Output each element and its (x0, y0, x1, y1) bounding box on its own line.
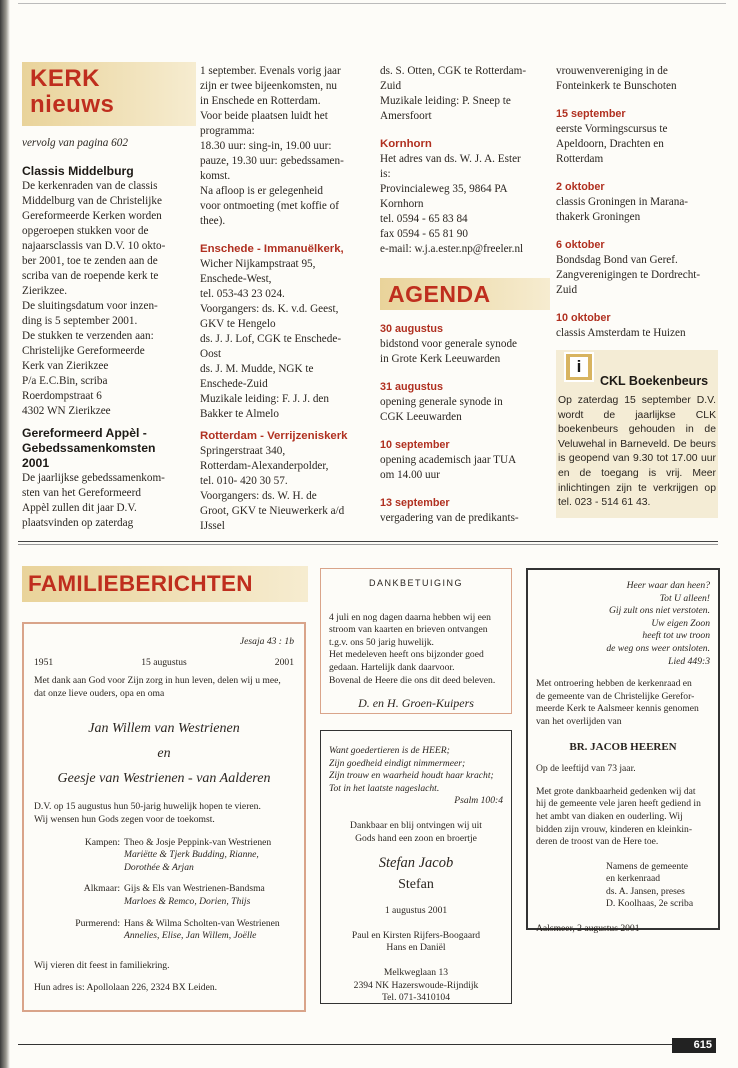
text-line: Wicher Nijkampstraat 95, (200, 258, 316, 270)
text-line: Groot, GKV te Nieuwerkerk a/d (200, 505, 345, 517)
agenda-text: Apeldoorn, Drachten en (556, 138, 664, 150)
agenda-list (380, 322, 552, 526)
agenda-text: in Grote Kerk Leeuwarden (380, 353, 501, 365)
agenda-date: 31 augustus (380, 381, 443, 393)
text-line: de gemeente van de Christelijke Gerefor- (536, 690, 695, 702)
hymn-ref: Lied 449:3 (668, 655, 710, 667)
anniversary-dates (34, 657, 294, 670)
deceased-age: Op de leeftijd van 73 jaar. (536, 763, 636, 775)
text-line: ds. J. J. Lof, CGK te Enschede- (200, 333, 342, 345)
classis-heading: Classis Middelburg (22, 164, 134, 178)
bible-ref: Jesaja 43 : 1b (239, 636, 294, 647)
family-entry (34, 883, 294, 908)
name-en: en (157, 746, 171, 762)
anniversary-date: 15 augustus (141, 656, 187, 668)
text-line: 2394 NK Hazerswoude-Rijndijk (353, 979, 479, 991)
column-4 (556, 64, 722, 341)
year-to: 2001 (274, 656, 294, 668)
name-husband: Jan Willem van Westrienen (88, 721, 240, 737)
feest-line: Wij vieren dit feest in familiekring. (34, 959, 170, 971)
text-line: 1 september. Evenals vorig jaar (200, 65, 341, 77)
text-line: programma: (200, 125, 255, 137)
text-line: Dankbaar en blij ontvingen wij uit (350, 819, 482, 831)
family-names: Theo & Josje Peppink-van Westrienen (124, 836, 272, 848)
text-line: Middelburg van de Christelijke (22, 195, 162, 207)
text-line: Muzikale leiding: P. Sneep te (380, 95, 511, 107)
rotterdam-body (200, 444, 372, 534)
text-line: D.V. op 15 augustus hun 50-jarig huwelijk hopen te vieren. (34, 801, 261, 813)
baby-name: Stefan (398, 877, 434, 893)
text-line: Want goedertieren is de HEER; (329, 745, 450, 756)
agenda-date: 10 september (380, 439, 450, 451)
text-line: scriba van de roepende kerk te (22, 270, 159, 282)
section-divider (18, 541, 718, 542)
text-line: fax 0594 - 65 81 90 (380, 228, 468, 240)
enschede-body (200, 257, 372, 422)
info-icon: i (564, 352, 594, 382)
text-line: Tot U alleen! (659, 592, 710, 604)
text-line: Melkweglaan 13 (383, 966, 449, 978)
agenda-text: Rotterdam (556, 153, 604, 165)
agenda-text: Zangverenigingen te Dordrecht- (556, 269, 701, 281)
text-line: De stukken te verzenden aan: (22, 330, 154, 342)
family-names: Gijs & Els van Westrienen-Bandsma (124, 883, 265, 895)
text-line: Voorgangers: ds. W. H. de (200, 490, 317, 502)
text-line: heeft tot uw troon (642, 630, 710, 642)
agenda-date: 15 september (556, 108, 626, 120)
family-entry (34, 918, 294, 943)
section-divider-thin (18, 544, 718, 545)
text-line: opgeroepen stukken voor de (22, 225, 149, 237)
text-line: De kerkenraden van de classis (22, 180, 158, 192)
kerk-nieuws-title (22, 62, 196, 126)
agenda-text: CGK Leeuwarden (380, 411, 462, 423)
text-line: Enschede-West, (200, 273, 272, 285)
text-line: 4 juli en nog dagen daarna hebben wij een (329, 611, 491, 623)
birth-date: 1 augustus 2001 (384, 905, 448, 917)
column-3 (380, 64, 552, 257)
family-kids: Marloes & Remco, Dorien, Thijs (124, 895, 251, 907)
memoriam-body (536, 786, 710, 849)
page-binding-edge (0, 0, 10, 1068)
text-line: De jaarlijkse gebedssamenkom- (22, 472, 165, 484)
text-line: meerde Kerk te Aalsmeer kennis genomen (536, 703, 699, 715)
text-line: thee). (200, 215, 226, 227)
text-line: Zijn goedheid eindigt nimmermeer; (329, 757, 466, 769)
text-line: Springerstraat 340, (200, 445, 286, 457)
text-line: in Enschede en Rotterdam. (200, 95, 321, 107)
text-line: Tel. 071-3410104 (381, 992, 451, 1004)
family-entry (34, 837, 294, 875)
birth-intro (329, 820, 503, 845)
text-line: voor ontmoeting (met koffie of (200, 200, 339, 212)
ckl-title: CKL Boekenbeurs (600, 374, 709, 388)
agenda-text: classis Amsterdam te Huizen (556, 327, 686, 339)
text-line: Gij zult ons niet verstoten. (609, 605, 710, 617)
agenda-text: classis Groningen in Marana- (556, 196, 689, 208)
classis-body (22, 179, 194, 419)
kerk-title-line2: nieuws (30, 91, 115, 118)
text-line: tel. 053-43 23 024. (200, 288, 285, 300)
text-line: Zuid (380, 80, 402, 92)
text-line: e-mail: w.j.a.ester.np@freeler.nl (380, 243, 524, 255)
text-line: zijn er twee bijeenkomsten, nu (200, 80, 338, 92)
text-line: tel. 0594 - 65 83 84 (380, 213, 468, 225)
text-line: Gereformeerde Kerken worden (22, 210, 162, 222)
column-1 (22, 136, 194, 531)
footer-rule (18, 1044, 672, 1045)
text-line: 4302 WN Zierikzee (22, 405, 111, 417)
text-line: Christelijke Gereformeerde (22, 345, 145, 357)
vervolg-note: vervolg van pagina 602 (22, 137, 128, 149)
rotterdam-continued (380, 64, 552, 124)
text-line: Na afloop is er gelegenheid (200, 185, 324, 197)
family-kids: Dorothée & Arjan (124, 861, 194, 873)
anniversary-intro (34, 675, 294, 700)
hymn-verse (536, 580, 710, 656)
text-line: D. Koolhaas, 2e scriba (606, 898, 694, 910)
birth-address (329, 967, 503, 1005)
address-line: Hun adres is: Apollolaan 226, 2324 BX Leiden. (34, 982, 218, 994)
text-line: bidden zijn vrouw, kinderen en kleinkin- (536, 823, 693, 835)
text-line: Muzikale leiding: F. J. J. den (200, 393, 329, 405)
text-line: Uw eigen Zoon (651, 617, 710, 629)
text-line: ding is 5 september 2001. (22, 315, 138, 327)
anniversary-body (34, 801, 294, 826)
text-line: de weg ons weer ontsloten. (606, 642, 710, 654)
text-line: komst. (200, 170, 231, 182)
text-line: Rotterdam-Alexanderpolder, (200, 460, 329, 472)
family-place: Purmerend: (75, 917, 120, 929)
kerk-title-line1: KERK (30, 65, 101, 92)
appel-body (22, 471, 194, 531)
text-line: Kerk van Zierikzee (22, 360, 109, 372)
text-line: Kornhorn (380, 198, 424, 210)
agenda-text: om 14.00 uur (380, 469, 440, 481)
agenda-text: vergadering van de predikants- (380, 512, 519, 524)
parents (329, 930, 503, 955)
appel-heading-1: Gereformeerd Appèl - (22, 426, 147, 440)
anniversary-card (22, 622, 306, 1012)
column-2 (200, 64, 372, 534)
text-line: ds. A. Jansen, preses (606, 885, 685, 897)
text-line: Fonteinkerk te Bunschoten (556, 80, 677, 92)
kornhorn-heading: Kornhorn (380, 138, 432, 150)
family-names: Hans & Wilma Scholten-van Westrienen (124, 917, 280, 929)
text-line: plaatsvinden op zaterdag (22, 517, 134, 529)
enschede-heading: Enschede - Immanuëlkerk, (200, 243, 344, 255)
agenda-date: 30 augustus (380, 323, 443, 335)
text-line: ber 2001, toe te zenden aan de (22, 255, 158, 267)
text-line: van het overlijden van (536, 715, 622, 727)
family-place: Kampen: (84, 836, 120, 848)
text-line: dat onze lieve ouders, opa en oma (34, 687, 165, 699)
memoriam-card (526, 568, 720, 935)
text-line: Voor beide plaatsen luidt het (200, 110, 328, 122)
text-line: Namens de gemeente (606, 860, 689, 872)
agenda-date: 13 september (380, 497, 450, 509)
agenda-text: Zuid (556, 284, 578, 296)
agenda-text: opening academisch jaar TUA (380, 454, 517, 466)
birth-card (320, 730, 512, 1004)
dankbetuiging-card (320, 568, 512, 714)
agenda-text: eerste Vormingscursus te (556, 123, 668, 135)
text-line: sten van het Gereformeerd (22, 487, 141, 499)
text-line: deren de troost van de Here toe. (536, 836, 659, 848)
agenda-date: 2 oktober (556, 181, 605, 193)
text-line: Heer waar dan heen? (626, 580, 710, 591)
dankbetuiging-sign: D. en H. Groen-Kuipers (358, 696, 474, 711)
family-place: Alkmaar: (83, 883, 120, 895)
family-kids: Annelies, Elise, Jan Willem, Joëlle (124, 930, 257, 942)
text-line: pauze, 19.30 uur: gebedssamen- (200, 155, 344, 167)
text-line: Enschede-Zuid (200, 378, 268, 390)
page-number: 615 (672, 1038, 716, 1053)
text-line: Provincialeweg 35, 9864 PA (380, 183, 508, 195)
text-line: IJssel (200, 520, 225, 532)
text-line: Het medeleven heeft ons bijzonder goed (329, 649, 484, 661)
text-line: GKV te Hengelo (200, 318, 276, 330)
text-line: Met dank aan God voor Zijn zorg in hun leven, delen wij u mee, (34, 675, 281, 687)
agenda-title: AGENDA (380, 278, 550, 310)
text-line: Roerdompstraat 6 (22, 390, 102, 402)
text-line: Wij wensen hun Gods zegen voor de toekomst. (34, 813, 215, 825)
text-line: Hans en Daniël (386, 942, 446, 954)
agenda-text: thakerk Groningen (556, 211, 641, 223)
text-line: gedaan. Hartelijk dank daarvoor. (329, 661, 455, 673)
text-line: is: (380, 168, 391, 180)
memoriam-footer: Aalsmeer, 2 augustus 2001 (536, 923, 640, 935)
text-line: Zierikzee. (22, 285, 68, 297)
text-line: Appèl zullen dit jaar D.V. (22, 502, 137, 514)
dankbetuiging-text (329, 612, 503, 688)
text-line: Bovenal de Heere die ons dit deed beleven. (329, 674, 496, 686)
text-line: Het adres van ds. W. J. A. Ester (380, 153, 521, 165)
family-kids: Mariëtte & Tjerk Budding, Rianne, (124, 849, 259, 861)
psalm-ref: Psalm 100:4 (454, 795, 503, 807)
text-line: t.g.v. ons 50 jarig huwelijk. (329, 636, 434, 648)
text-line: Met grote dankbaarheid gedenken wij dat (536, 785, 696, 797)
text-line: Bakker te Almelo (200, 408, 279, 420)
text-line: ds. S. Otten, CGK te Rotterdam- (380, 65, 527, 77)
dankbetuiging-title: DANKBETUIGING (368, 578, 463, 588)
familieberichten-title: FAMILIEBERICHTEN (22, 566, 308, 602)
top-rule (18, 3, 726, 4)
text-line: tel. 010- 420 30 57. (200, 475, 288, 487)
text-line: Gods hand een zoon en broertje (355, 832, 477, 844)
agenda-continued (556, 64, 722, 94)
text-line: Paul en Kirsten Rijfers-Boogaard (351, 929, 481, 941)
text-line: najaarsclassis van D.V. 10 okto- (22, 240, 166, 252)
text-line: Voorgangers: ds. K. v.d. Geest, (200, 303, 339, 315)
text-line: Tot in het laatste nageslacht. (329, 782, 440, 794)
text-line: 18.30 uur: sing-in, 19.00 uur: (200, 140, 332, 152)
kornhorn-body (380, 152, 552, 257)
family-list (34, 837, 294, 943)
text-line: Met ontroering hebben de kerkenraad en (536, 678, 692, 690)
text-line: hij de gemeente vele jaren heeft gediend in (536, 798, 701, 810)
baby-full-name: Stefan Jacob (378, 855, 454, 872)
text-line: Oost (200, 348, 222, 360)
memoriam-sign (536, 861, 710, 911)
appel-heading-3: 2001 (22, 456, 50, 470)
memoriam-intro (536, 678, 710, 728)
deceased-name: BR. JACOB HEEREN (569, 740, 677, 753)
text-line: Amersfoort (380, 110, 432, 122)
text-line: het ambt van diaken en ouderling. Wij (536, 810, 683, 822)
agenda-date: 6 oktober (556, 239, 605, 251)
agenda-text: bidstond voor generale synode (380, 338, 518, 350)
year-from: 1951 (34, 656, 54, 668)
agenda-text: Bondsdag Bond van Geref. (556, 254, 678, 266)
name-wife: Geesje van Westrienen - van Aalderen (57, 771, 271, 787)
text-line: Zijn trouw en waarheid houdt haar kracht; (329, 770, 494, 782)
agenda-text: opening generale synode in (380, 396, 503, 408)
text-line: ds. J. M. Mudde, NGK te (200, 363, 314, 375)
appel-heading-2: Gebedssamenkomsten (22, 441, 156, 455)
text-line: vrouwenvereniging in de (556, 65, 668, 77)
text-line: en kerkenraad (606, 873, 661, 885)
agenda-date: 10 oktober (556, 312, 611, 324)
text-line: stroom van kaarten en brieven ontvangen (329, 624, 488, 636)
rotterdam-heading: Rotterdam - Verrijzeniskerk (200, 430, 348, 442)
text-line: De sluitingsdatum voor inzen- (22, 300, 158, 312)
appel-program (200, 64, 372, 229)
text-line: P/a E.C.Bin, scriba (22, 375, 108, 387)
ckl-text: Op zaterdag 15 september D.V. wordt de jaarlijkse CLK boekenbeurs gehouden in de Veluwehal in Barneveld. De beurs is geopend van 9.30 tot 17.00 uur en de toegang is vrij. Meer inlichtingen zijn te verkrijgen op tel. 023 - 514 61 43. (558, 395, 716, 509)
psalm-verse (329, 745, 503, 795)
